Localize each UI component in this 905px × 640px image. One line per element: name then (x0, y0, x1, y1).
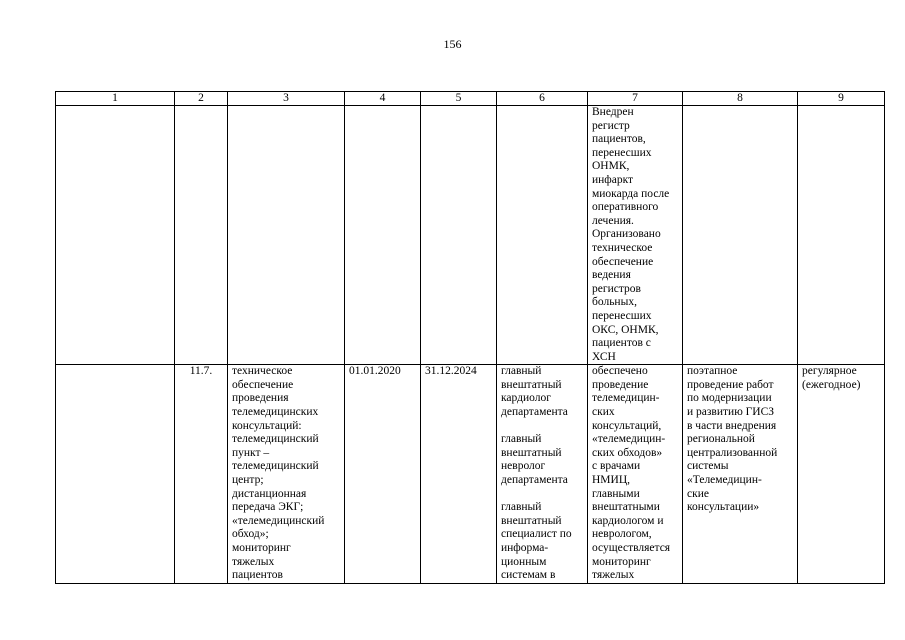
table-cell (683, 106, 798, 365)
item-number: 11.7. (189, 365, 213, 378)
document-table (55, 91, 885, 584)
start-date: 01.01.2020 (349, 365, 401, 378)
table-cell (497, 106, 588, 365)
column-header: 5 (421, 92, 497, 106)
column-header: 2 (175, 92, 228, 106)
frequency-text: регулярное (ежегодное) (802, 365, 861, 391)
table-cell (56, 365, 175, 584)
indicator-cell (683, 365, 798, 584)
item-number-cell (175, 365, 228, 584)
indicator-text: поэтапное проведение работ по модернизации и развитию ГИСЗ в части внедрения региональной централизованной системы «Телемедицин- ские консультации» (687, 365, 778, 514)
activity-cell (228, 365, 345, 584)
activity-text: техническое обеспечение проведения телемедицинских консультаций: телемедицинский пункт – телемедицинский центр; дистанционная передача ЭКГ; «телемедицинский обход»; мониторинг тяжелых пациентов (232, 365, 325, 582)
table-cell-results (588, 106, 683, 365)
column-header: 9 (798, 92, 885, 106)
column-header: 6 (497, 92, 588, 106)
table-cell (421, 106, 497, 365)
table-row (56, 106, 885, 365)
column-header: 1 (56, 92, 175, 106)
responsible-text: главный внештатный кардиолог департамента главный внештатный невролог департамента главный внештатный специалист по информа- ционным системам в (501, 365, 572, 582)
column-header: 3 (228, 92, 345, 106)
table-cell (798, 106, 885, 365)
results-text: обеспечено проведение телемедицин- ских консультаций, «телемедицин- ских обходов» с врачами НМИЦ, главными внештатными кардиологом и неврологом, осуществляется мониторинг тяжелых (592, 365, 671, 582)
results-text: Внедрен регистр пациентов, перенесших ОНМК, инфаркт миокарда после оперативного лечения. Организовано техническое обеспечение ведения регистров больных, перенесших ОКС, ОНМК, пациентов с ХСН (592, 106, 670, 363)
table-cell (56, 106, 175, 365)
start-date-cell (345, 365, 421, 584)
table-row (56, 365, 885, 584)
frequency-cell (798, 365, 885, 584)
results-cell (588, 365, 683, 584)
table-cell (228, 106, 345, 365)
column-header: 8 (683, 92, 798, 106)
table-cell (345, 106, 421, 365)
end-date-cell (421, 365, 497, 584)
end-date: 31.12.2024 (425, 365, 477, 378)
table-cell (175, 106, 228, 365)
column-header: 7 (588, 92, 683, 106)
page-number: 156 (443, 37, 462, 51)
column-header: 4 (345, 92, 421, 106)
responsible-cell (497, 365, 588, 584)
header-row (56, 92, 885, 106)
